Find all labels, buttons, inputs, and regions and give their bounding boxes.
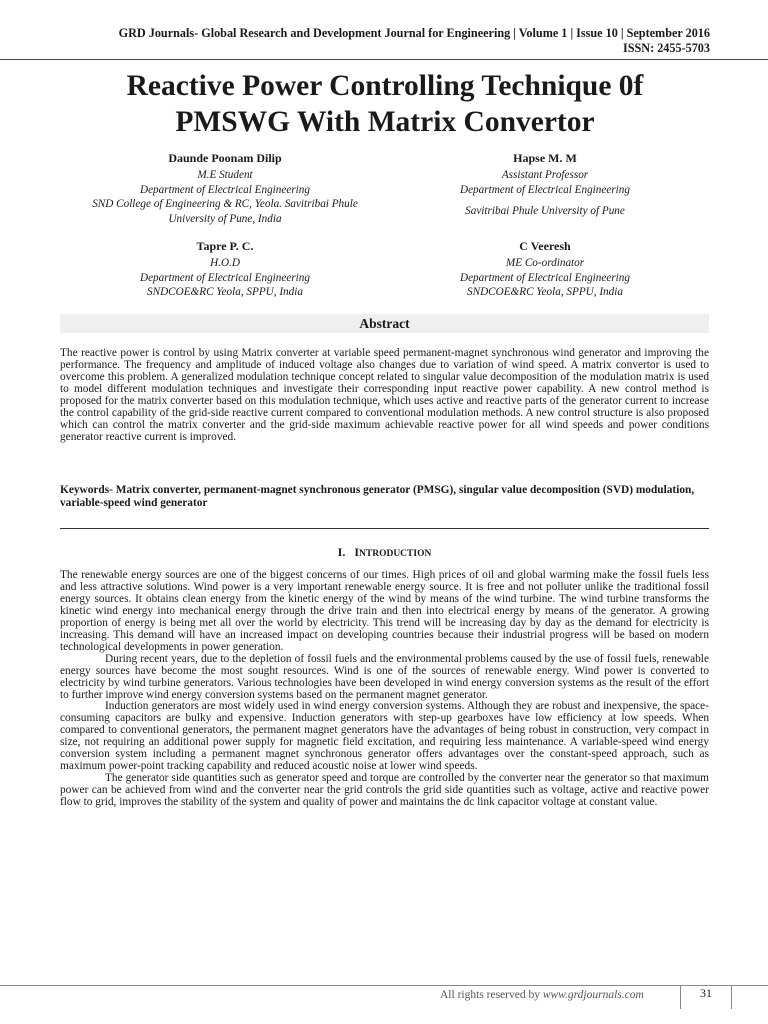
keywords: Keywords- Matrix converter, permanent-magnet synchronous generator (PMSG), singular value decomposition (SVD) modulation, variable-speed wind generator — [60, 484, 695, 509]
author-3 — [60, 239, 390, 300]
author-affiliation: Savitribai Phule University of Pune — [465, 205, 625, 218]
author-affiliation: SNDCOE&RC Yeola, SPPU, India — [147, 286, 303, 299]
introduction-body — [60, 570, 709, 809]
author-name: Tapre P. C. — [196, 239, 254, 253]
author-name: Daunde Poonam Dilip — [168, 151, 282, 165]
intro-paragraph: During recent years, due to the depletion of fossil fuels and the environmental problems caused by the use of fossil fuels, renewable energy sources have become the most sought resources. Wind is one of the sources of renewable energy. Wind power is converted to electricity by wind turbine generators. Various technologies have been developed in wind energy conversion systems as the result of the effort to further improve wind energy conversion systems based on the permanent magnet generator. — [60, 652, 709, 701]
intro-paragraph: The generator side quantities such as generator speed and torque are controlled by the converter near the generator so that maximum power can be achieved from wind and the converter near the grid controls the grid side quantities such as voltage, active and reactive power flow to grid, improves the stability of the system and quality of power and maintains the dc link capacitor voltage at constant value. — [60, 772, 709, 809]
header-divider — [0, 59, 768, 60]
section-title-rest: NTRODUCTION — [359, 549, 432, 559]
author-affiliation: SNDCOE&RC Yeola, SPPU, India — [467, 286, 623, 299]
author-affiliation: SND College of Engineering & RC, Yeola. Savitribai Phule — [92, 198, 358, 211]
author-affiliation: University of Pune, India — [168, 213, 282, 226]
footer-site-link[interactable]: www.grdjournals.com — [542, 989, 644, 1001]
author-role: M.E Student — [197, 168, 253, 181]
abstract-body — [60, 348, 709, 444]
abstract-paragraph: The reactive power is control by using Matrix converter at variable speed permanent-magnet synchronous wind generator and improving the performance. The frequency and amplitude of induced voltage also changes due to variation of wind speed. A matrix convertor is used to overcome this problem. A generalized modulation technique concept related to singular value decomposition of the modulation matrix is used to model different modulation techniques and investigate their corresponding input reactive power capability. A new control method is proposed for the matrix converter based on this modulation technique, which uses active and reactive parts of the generator current to increase the control capability of the grid-side reactive current compared to conventional modulation methods. A new control structure is also proposed which can control the matrix converter and the grid-side maximum achievable reactive power for all wind speeds and power conditions generator reactive current is improved. — [60, 347, 709, 443]
abstract-heading: Abstract — [60, 314, 709, 333]
intro-paragraph: The renewable energy sources are one of the biggest concerns of our times. High prices of oil and global warming make the fossil fuels less and less attractive solutions. Wind power is a very important renewable energy source. It is free and not polluter unlike the traditional fossil energy sources. It obtains clean energy from the kinetic energy of the wind by means of the wind turbine. The wind turbine transforms the kinetic wind energy into mechanical energy through the drive train and then into electrical energy by means of the generator. A growing proportion of energy is being met all over the world by electricity. This trend will be increasing day by day as the demand for electricity is increasing. This demand will have an increased impact on developing countries because their industrial progress will be based on modern technological developments in power generation. — [60, 569, 709, 653]
footer-rights — [440, 989, 644, 1001]
journal-issn: ISSN: 2455-5703 — [622, 40, 710, 55]
paper-title-line-1: Reactive Power Controlling Technique 0f — [126, 70, 644, 102]
author-department: Department of Electrical Engineering — [460, 271, 630, 284]
author-department: Department of Electrical Engineering — [460, 183, 630, 196]
intro-paragraph: Induction generators are most widely used in wind energy conversion systems. Although they are robust and inexpensive, the space-consuming capacitors are bulky and expensive. Induction generators with step-up gearboxes have low efficiency at low speeds. When compared to conventional generators, the permanent magnet generators have the advantages of being robust in construction, very compact in size, not requiring an additional power supply for magnetic field excitation, and requiring less maintenance. A variable-speed wind energy conversion system including a permanent magnet synchronous generator offers advantages over the constant-speed approach, such as maximum power-point tracking capability and reduced acoustic noise at lower wind speeds. — [60, 700, 709, 773]
author-role: H.O.D — [210, 256, 240, 269]
paper-title — [60, 68, 710, 140]
author-name: Hapse M. M — [513, 151, 577, 165]
author-4 — [420, 239, 670, 300]
author-department: Department of Electrical Engineering — [140, 271, 310, 284]
footer-rights-text: All rights reserved by — [440, 989, 543, 1001]
paper-title-line-2: PMSWG With Matrix Convertor — [175, 106, 595, 138]
author-department: Department of Electrical Engineering — [140, 183, 310, 196]
author-1 — [60, 151, 390, 227]
journal-citation: GRD Journals- Global Research and Development Journal for Engineering | Volume 1 | Issue 10 | September 2016 — [118, 26, 710, 40]
section-divider — [60, 528, 709, 529]
author-role: ME Co-ordinator — [505, 256, 585, 269]
section-heading-introduction — [60, 545, 709, 560]
page-number: 31 — [680, 985, 732, 1009]
author-2 — [420, 151, 670, 219]
author-name: C Veeresh — [519, 239, 571, 253]
author-role: Assistant Professor — [501, 168, 589, 181]
footer-divider — [0, 985, 768, 986]
section-title-initial: I — [354, 545, 360, 559]
section-number: I. — [337, 545, 346, 559]
journal-header — [119, 26, 710, 55]
